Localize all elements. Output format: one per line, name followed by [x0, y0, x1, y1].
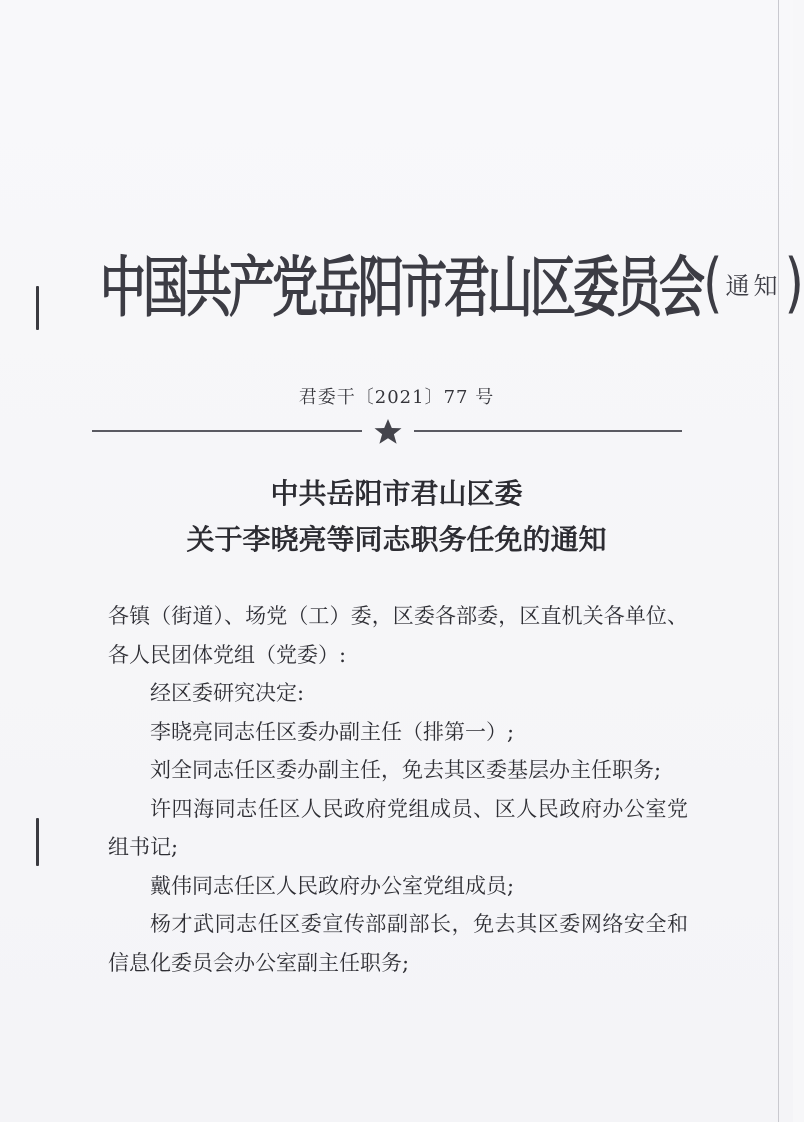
star-icon: [372, 419, 404, 445]
open-paren: (: [703, 245, 723, 321]
divider-line-right: [414, 430, 682, 432]
notice-title-line-2: 关于李晓亮等同志职务任免的通知: [186, 523, 607, 556]
body-paragraph: 经区委研究决定:: [150, 681, 305, 705]
close-paren: ): [784, 245, 804, 321]
scan-edge: [778, 0, 779, 1122]
body-paragraph: 刘全同志任区委办副主任，免去其区委基层办主任职务;: [150, 758, 662, 782]
notice-body: [108, 597, 688, 982]
issuing-organization: 中国共产党岳阳市君山区委员会: [100, 248, 702, 326]
notice-title-line-1: 中共岳阳市君山区委: [270, 477, 523, 510]
binding-mark-bottom: [36, 818, 39, 866]
document-header: [100, 238, 804, 328]
body-paragraph: 李晓亮同志任区委办副主任（排第一）;: [150, 719, 515, 744]
body-paragraph: 戴伟同志任区人民政府办公室党组成员;: [150, 873, 515, 898]
recipients: 各镇（街道）、场党（工）委，区委各部委，区直机关各单位、各人民团体党组（党委）:: [108, 604, 688, 667]
document-number: 君委干〔2021〕77 号: [298, 387, 495, 408]
binding-mark-top: [36, 286, 39, 330]
header-divider: [92, 419, 682, 445]
body-paragraph: 杨才武同志任区委宣传部副部长，免去其区委网络安全和信息化委员会办公室副主任职务;: [108, 912, 688, 975]
document-type: 通知: [725, 271, 782, 300]
body-paragraph: 许四海同志任区人民政府党组成员、区人民政府办公室党组书记;: [108, 796, 688, 859]
divider-line-left: [92, 430, 362, 432]
